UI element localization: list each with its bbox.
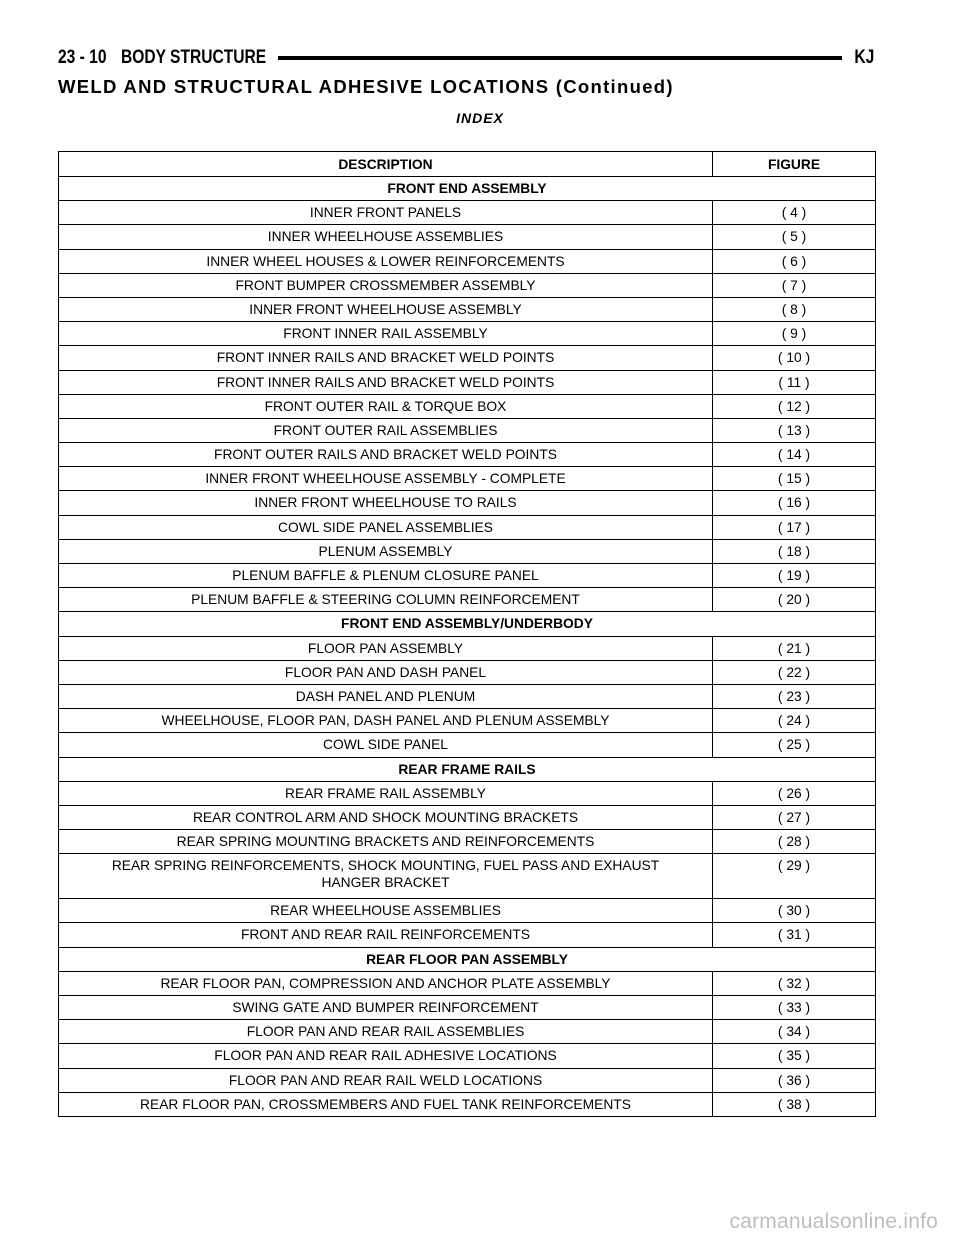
index-title: INDEX <box>456 110 504 126</box>
figure-cell: ( 22 ) <box>713 660 876 684</box>
description-cell <box>59 1044 713 1068</box>
table-row <box>59 1092 876 1116</box>
table-row <box>59 684 876 708</box>
description-text: COWL SIDE PANEL ASSEMBLIES <box>278 519 493 535</box>
figure-cell: ( 9 ) <box>713 322 876 346</box>
table-row <box>59 273 876 297</box>
figure-cell: ( 30 ) <box>713 899 876 923</box>
figure-cell: ( 33 ) <box>713 996 876 1020</box>
figure-cell: ( 8 ) <box>713 297 876 321</box>
table-row <box>59 418 876 442</box>
table-row <box>59 899 876 923</box>
description-text: FRONT OUTER RAIL ASSEMBLIES <box>273 422 498 438</box>
description-cell <box>59 636 713 660</box>
description-text: FRONT OUTER RAILS AND BRACKET WELD POINTS <box>214 447 557 463</box>
description-cell <box>59 201 713 225</box>
figure-cell: ( 25 ) <box>713 733 876 757</box>
figure-cell: ( 24 ) <box>713 709 876 733</box>
table-row <box>59 201 876 225</box>
description-cell <box>59 830 713 854</box>
figure-cell: ( 15 ) <box>713 467 876 491</box>
table-row <box>59 443 876 467</box>
description-text: PLENUM ASSEMBLY <box>318 543 453 559</box>
figure-cell: ( 31 ) <box>713 923 876 947</box>
group-header-row <box>59 757 876 781</box>
table-header-row <box>59 152 876 177</box>
description-text: FRONT INNER RAIL ASSEMBLY <box>283 326 488 342</box>
description-text: INNER WHEELHOUSE ASSEMBLIES <box>267 229 504 245</box>
table-row <box>59 996 876 1020</box>
figure-cell: ( 17 ) <box>713 515 876 539</box>
figure-cell: ( 27 ) <box>713 805 876 829</box>
description-cell <box>59 923 713 947</box>
figure-cell: ( 16 ) <box>713 491 876 515</box>
page-number: 23 - 10 <box>58 47 107 68</box>
table-row <box>59 370 876 394</box>
figure-cell: ( 4 ) <box>713 201 876 225</box>
table-row <box>59 709 876 733</box>
table-row <box>59 830 876 854</box>
description-cell <box>59 781 713 805</box>
figure-cell: ( 7 ) <box>713 273 876 297</box>
table-row <box>59 733 876 757</box>
table-row <box>59 249 876 273</box>
description-text: FRONT INNER RAILS AND BRACKET WELD POINTS <box>216 374 555 390</box>
figure-cell: ( 13 ) <box>713 418 876 442</box>
table-row <box>59 491 876 515</box>
description-cell <box>59 854 713 899</box>
figure-cell: ( 28 ) <box>713 830 876 854</box>
description-cell <box>59 588 713 612</box>
description-text: FRONT BUMPER CROSSMEMBER ASSEMBLY <box>235 277 536 293</box>
description-cell <box>59 443 713 467</box>
group-title: REAR FRAME RAILS <box>59 757 876 781</box>
group-title: FRONT END ASSEMBLY <box>59 177 876 201</box>
figure-cell: ( 10 ) <box>713 346 876 370</box>
description-text: COWL SIDE PANEL <box>323 737 448 753</box>
group-header-row <box>59 947 876 971</box>
description-text: REAR WHEELHOUSE ASSEMBLIES <box>270 903 501 919</box>
figure-cell: ( 6 ) <box>713 249 876 273</box>
table-row <box>59 1068 876 1092</box>
column-header-figure: FIGURE <box>713 152 876 177</box>
description-text: REAR FRAME RAIL ASSEMBLY <box>285 785 486 801</box>
description-text: DASH PANEL AND PLENUM <box>295 688 476 704</box>
figure-cell: ( 35 ) <box>713 1044 876 1068</box>
description-cell <box>59 273 713 297</box>
description-text: REAR CONTROL ARM AND SHOCK MOUNTING BRACKETS <box>192 809 579 825</box>
group-header-row <box>59 177 876 201</box>
table-row <box>59 636 876 660</box>
table-row <box>59 467 876 491</box>
section-name: BODY STRUCTURE <box>121 47 267 68</box>
page-header <box>58 44 874 72</box>
description-cell <box>59 539 713 563</box>
figure-cell: ( 19 ) <box>713 564 876 588</box>
description-cell <box>59 1020 713 1044</box>
table-row <box>59 971 876 995</box>
table-row <box>59 346 876 370</box>
description-text: FRONT INNER RAILS AND BRACKET WELD POINTS <box>216 350 555 366</box>
index-table <box>58 151 876 1117</box>
figure-cell: ( 5 ) <box>713 225 876 249</box>
description-cell <box>59 346 713 370</box>
description-text: REAR FLOOR PAN, COMPRESSION AND ANCHOR PLATE ASSEMBLY <box>160 975 611 991</box>
figure-cell: ( 20 ) <box>713 588 876 612</box>
description-text: FLOOR PAN AND DASH PANEL <box>284 664 487 680</box>
header-rule <box>278 56 842 60</box>
description-text: FLOOR PAN AND REAR RAIL WELD LOCATIONS <box>228 1072 543 1088</box>
description-cell <box>59 515 713 539</box>
description-text: FRONT AND REAR RAIL REINFORCEMENTS <box>241 927 530 943</box>
description-cell <box>59 564 713 588</box>
description-text: PLENUM BAFFLE & PLENUM CLOSURE PANEL <box>232 568 539 583</box>
description-cell <box>59 709 713 733</box>
description-text: FLOOR PAN ASSEMBLY <box>307 640 464 656</box>
description-cell <box>59 684 713 708</box>
table-row <box>59 515 876 539</box>
description-text: SWING GATE AND BUMPER REINFORCEMENT <box>232 1000 539 1015</box>
table-row <box>59 923 876 947</box>
description-text: FRONT OUTER RAIL & TORQUE BOX <box>264 398 507 414</box>
description-text: INNER WHEEL HOUSES & LOWER REINFORCEMENTS <box>206 253 565 269</box>
group-header-row <box>59 612 876 636</box>
figure-cell: ( 26 ) <box>713 781 876 805</box>
figure-cell: ( 11 ) <box>713 370 876 394</box>
table-row <box>59 660 876 684</box>
figure-cell: ( 21 ) <box>713 636 876 660</box>
description-text: PLENUM BAFFLE & STEERING COLUMN REINFORCEMENT <box>191 592 580 608</box>
figure-cell: ( 14 ) <box>713 443 876 467</box>
figure-cell: ( 29 ) <box>713 854 876 899</box>
table-row <box>59 854 876 899</box>
description-cell <box>59 491 713 515</box>
figure-cell: ( 12 ) <box>713 394 876 418</box>
table-row <box>59 539 876 563</box>
description-cell <box>59 805 713 829</box>
description-cell <box>59 418 713 442</box>
index-table-body <box>59 177 876 1117</box>
description-cell <box>59 370 713 394</box>
description-cell <box>59 467 713 491</box>
table-row <box>59 225 876 249</box>
table-row <box>59 297 876 321</box>
table-row <box>59 781 876 805</box>
description-text: REAR FLOOR PAN, CROSSMEMBERS AND FUEL TANK REINFORCEMENTS <box>140 1096 631 1112</box>
description-cell <box>59 971 713 995</box>
description-text: INNER FRONT WHEELHOUSE TO RAILS <box>254 495 517 511</box>
description-cell <box>59 733 713 757</box>
description-cell <box>59 322 713 346</box>
table-row <box>59 564 876 588</box>
figure-cell: ( 23 ) <box>713 684 876 708</box>
description-text: REAR SPRING MOUNTING BRACKETS AND REINFORCEMENTS <box>176 834 595 850</box>
description-text: INNER FRONT PANELS <box>309 205 462 221</box>
description-cell <box>59 1092 713 1116</box>
description-text: REAR SPRING REINFORCEMENTS, SHOCK MOUNTING, FUEL PASS AND EXHAUST <box>111 858 660 874</box>
description-text: INNER FRONT WHEELHOUSE ASSEMBLY - COMPLETE <box>205 471 566 487</box>
description-cell <box>59 996 713 1020</box>
table-row <box>59 1020 876 1044</box>
group-title: FRONT END ASSEMBLY/UNDERBODY <box>59 612 876 636</box>
description-text: FLOOR PAN AND REAR RAIL ADHESIVE LOCATIONS <box>214 1048 557 1064</box>
figure-cell: ( 36 ) <box>713 1068 876 1092</box>
column-header-description: DESCRIPTION <box>59 152 713 177</box>
description-text: INNER FRONT WHEELHOUSE ASSEMBLY <box>249 301 522 317</box>
figure-cell: ( 38 ) <box>713 1092 876 1116</box>
description-cell <box>59 249 713 273</box>
description-text-line2: HANGER BRACKET <box>321 875 450 891</box>
section-title: WELD AND STRUCTURAL ADHESIVE LOCATIONS (Continued) <box>58 76 674 97</box>
description-cell <box>59 660 713 684</box>
description-text: WHEELHOUSE, FLOOR PAN, DASH PANEL AND PLENUM ASSEMBLY <box>161 713 610 729</box>
group-title: REAR FLOOR PAN ASSEMBLY <box>59 947 876 971</box>
description-cell <box>59 297 713 321</box>
description-cell <box>59 225 713 249</box>
table-row <box>59 394 876 418</box>
table-row <box>59 322 876 346</box>
watermark: carmanualsonline.info <box>729 1210 938 1233</box>
figure-cell: ( 18 ) <box>713 539 876 563</box>
table-row <box>59 588 876 612</box>
table-row <box>59 805 876 829</box>
figure-cell: ( 32 ) <box>713 971 876 995</box>
description-cell <box>59 394 713 418</box>
description-cell <box>59 1068 713 1092</box>
description-text: FLOOR PAN AND REAR RAIL ASSEMBLIES <box>246 1024 525 1040</box>
table-row <box>59 1044 876 1068</box>
model-code: KJ <box>854 47 874 68</box>
description-cell <box>59 899 713 923</box>
figure-cell: ( 34 ) <box>713 1020 876 1044</box>
